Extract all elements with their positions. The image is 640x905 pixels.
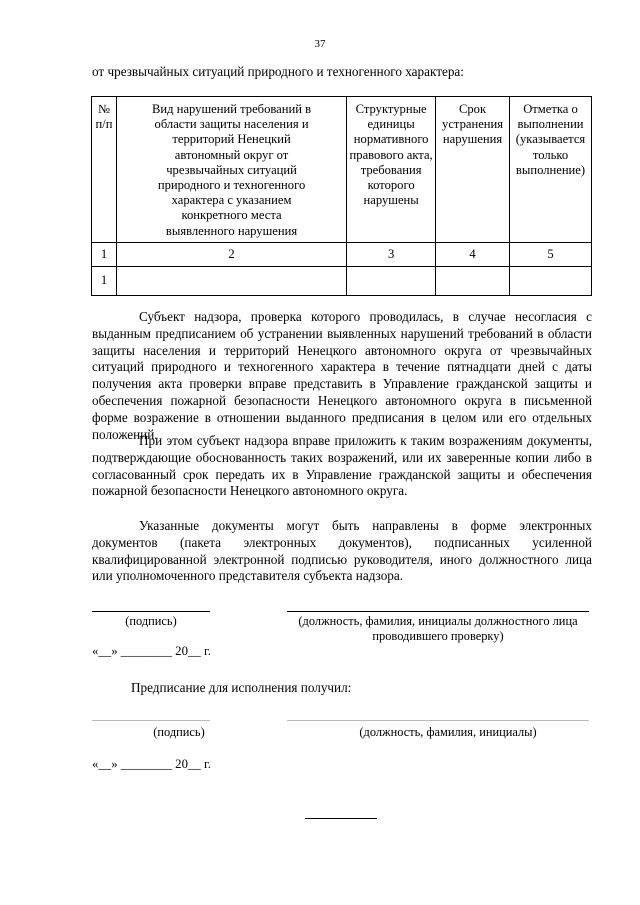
header-legal-units: Структурные единицы нормативного правового акта, требования которого нарушены [347, 97, 436, 243]
closing-rule [305, 818, 377, 819]
signature-caption: (подпись) [125, 614, 177, 628]
signature-caption: (подпись) [153, 725, 205, 739]
page-number: 37 [314, 38, 326, 50]
table-cell: 5 [510, 242, 592, 266]
position-caption: (должность, фамилия, инициалы должностного лица проводившего проверку) [298, 614, 578, 643]
table-cell: 3 [347, 242, 436, 266]
signature-line [92, 720, 210, 721]
table-cell [347, 266, 436, 295]
position-line [287, 611, 589, 612]
position-caption: (должность, фамилия, инициалы) [359, 725, 537, 739]
paragraph-electronic-docs [92, 518, 592, 585]
violations-table [91, 96, 592, 296]
paragraph-objection [92, 309, 592, 443]
table-row [92, 266, 592, 295]
intro-line: от чрезвычайных ситуаций природного и техногенного характера: [92, 64, 464, 79]
header-deadline: Срок устранения нарушения [436, 97, 510, 243]
paragraph-text: При этом субъект надзора вправе приложить к таким возражениям документы, подтверждающие обоснованность таких возражений, или их заверенные копии либо в согласованный срок передать их в Управление гражданской защиты и обеспечения пожарной безопасности Ненецкого автономного округа. [92, 433, 592, 499]
header-violation-type: Вид нарушений требований в области защиты населения и территорий Ненецкий автономный округ от чрезвычайных ситуаций природного и техногенного характера с указанием конкретного места выявленного нарушения [116, 97, 346, 243]
table-header-row [92, 97, 592, 243]
paragraph-attachments [92, 433, 592, 500]
header-completion-mark: Отметка о выполнении (указывается только выполнение) [510, 97, 592, 243]
received-label: Предписание для исполнения получил: [131, 680, 352, 695]
date-line: «__» ________ 20__ г. [92, 757, 211, 771]
signature-line [92, 611, 210, 612]
table-cell: 1 [92, 242, 117, 266]
table-cell: 2 [116, 242, 346, 266]
table-cell: 1 [92, 266, 117, 295]
paragraph-text: Субъект надзора, проверка которого проводилась, в случае несогласия с выданным предписанием об устранении выявленных нарушений требований в области защиты населения и территорий Ненецкого автономного округа от чрезвычайных ситуаций природного и техногенного характера в течение пятнадцати дней с даты получения акта проверки вправе представить в Управление гражданской защиты и обеспечения пожарной безопасности Ненецкого автономного округа в письменной форме возражение в отношении выданного предписания в целом или его отдельных положений. [92, 309, 592, 442]
header-number: № п/п [92, 97, 117, 243]
paragraph-text: Указанные документы могут быть направлены в форме электронных документов (пакета электронных документов), подписанных усиленной квалифицированной электронной подписью руководителя, иного должностного лица или уполномоченного представителя субъекта надзора. [92, 518, 592, 584]
table-cell [436, 266, 510, 295]
table-cell: 4 [436, 242, 510, 266]
date-line: «__» ________ 20__ г. [92, 644, 211, 658]
position-line [287, 720, 589, 721]
table-cell [510, 266, 592, 295]
table-row [92, 242, 592, 266]
table-cell [116, 266, 346, 295]
